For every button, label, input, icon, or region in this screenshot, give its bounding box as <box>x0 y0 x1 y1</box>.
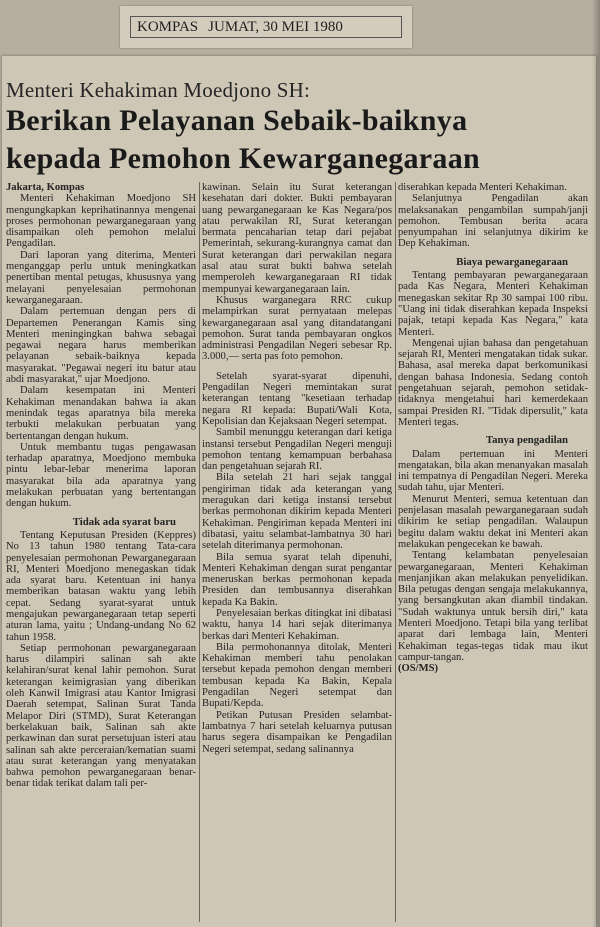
spacer <box>202 363 392 371</box>
masthead-clipping <box>120 6 412 48</box>
paragraph: Khusus warganegara RRC cukup melampirkan surat pernyataan melepas kewarganegaraan asal yang ditandatangani pemohon. Surat tanda pembayaran ongkos administrasi Pengadilan Negeri sebesar Rp. 3.000,— serta pas foto pemohon. <box>202 294 392 363</box>
paragraph: Tentang Keputusan Presiden (Keppres) No 13 tahun 1980 tentang Tata-cara penyelesaian permohonan Pewarganegaraan RI, Menteri Moedjono menegaskan tidak ada syarat baru. Ketentuan ini hanya memberikan batasan waktu yang lebih cepat. Sedang syarat-syarat untuk mengajukan pewarganegaraan tetap seperti aturan lama, yaitu ; Undang-undang No 62 tahun 1958. <box>6 529 196 643</box>
subheading: Tidak ada syarat baru <box>72 515 176 528</box>
publication-date: JUMAT, 30 MEI 1980 <box>208 18 343 35</box>
paragraph: Dalam kesempatan ini Menteri Kehakiman menandakan bahwa ia akan menindak tegas aparatnya bila mereka terbukti melakukan perbuatan yang bertentangan dengan hukum. <box>6 385 196 442</box>
paragraph: Bila setelah 21 hari sejak tanggal pengiriman tidak ada keterangan yang meragukan dari ketiga instansi tersebut berkas permohonan dikirim kepada Menteri Kehakiman. Pengiriman kepada Menteri ini dibatasi, yaitu selambat-lambatnya 30 hari setelah diterimanya permohonan. <box>202 472 392 552</box>
headline-line-1: Berikan Pelayanan Sebaik-baiknya <box>6 104 468 137</box>
paragraph: Dari laporan yang diterima, Menteri menganggap perlu untuk meningkatkan penertiban mental petugas, khususnya yang melayani penyelesaian permohonan kewarganegaraan. <box>6 249 196 306</box>
paragraph: Setelah syarat-syarat dipenuhi, Pengadilan Negeri memintakan surat keterangan tentang "kesetiaan terhadap negara RI kepada: Bupati/Wali Kota, Kepolisian dan Kejaksaan Negeri setempat. <box>202 370 392 427</box>
article-clipping <box>2 56 596 927</box>
paper-edge-shadow <box>592 0 600 927</box>
paragraph: Bila permohonannya ditolak, Menteri Kehakiman memberi tahu penolakan tersebut kepada pemohon dengan memberi tembusan kepada Ka Bakin, Kepala Pengadilan Negeri setempat dan Bupati/Kepda. <box>202 641 392 710</box>
paragraph: Setiap permohonan pewarganegaraan harus dilampiri salinan sah akte kelahiran/surat kenal lahir pemohon. Surat keterangan keimigrasian yang diberikan oleh Kanwil Imigrasi atau Kantor Imigrasi Daerah setempat, Salinan Surat Tanda Melapor Diri (STMD), Surat Keterangan berkelakuan baik, Salinan sah akte perkawinan dan surat persetujuan isteri atau salinan sah akte perceraian/kematian suami atau surat keterangan yang menyatakan bahwa pemohon pewarganegaraan benar-benar tidak terikat dalam tali per- <box>6 642 196 790</box>
paragraph: Tentang pembayaran pewarganegaraan pada Kas Negara, Menteri Kehakiman menegaskan sekitar Rp 30 sampai 100 ribu. "Uang ini tidak diserahkan kepada Inspeksi pajak, tetapi kepada Kas Negara," kata Menteri. <box>398 270 588 338</box>
article-column-1 <box>6 182 196 922</box>
dateline: Jakarta, Kompas <box>6 182 85 193</box>
paragraph: diserahkan kepada Menteri Kehakiman. <box>398 182 567 193</box>
paragraph: Menteri Kehakiman Moedjono SH mengungkapkan keprihatinannya mengenai proses permohonan pewarganegaraan yang disampaikan oleh pemohon melalui Pengadilan. <box>6 193 196 250</box>
paragraph: Dalam pertemuan dengan pers di Departemen Penerangan Kamis sing Menteri meningingkan bahwa sebagai pegawai negara harus memberikan pelayanan sebaik-baiknya kepada masyarakat. "Pegawai negeri itu batur atau abdi masyarakat," ujar Moedjono. <box>6 306 196 386</box>
column-divider <box>395 182 396 922</box>
masthead <box>130 16 402 38</box>
article-headline <box>6 102 592 178</box>
column-divider <box>199 182 200 922</box>
paragraph: Mengenai ujian bahasa dan pengetahuan sejarah RI, Menteri mengatakan tidak sukar. Bahasa, asal mereka dapat berkomunikasi dengan bahasa Indonesia. Sedang contoh pengetahuan sejarah, pemohon setidak-tidaknya mengetahui hari kemerdekaan sampai Presiden RI. "Tidak dipersulit," kata Menteri tegas. <box>398 337 588 428</box>
paragraph: Penyelesaian berkas ditingkat ini dibatasi waktu, hanya 14 hari sejak diterimanya berkas dari Menteri Kehakiman. <box>202 607 392 642</box>
paragraph: Dalam pertemuan ini Menteri mengatakan, bila akan menanyakan masalah ini tempatnya di Pengadilan Negeri. Mereka sudah tahu, ujar Menteri. <box>398 448 588 494</box>
article-column-2 <box>202 182 392 922</box>
paragraph: Bila semua syarat telah dipenuhi, Menteri Kehakiman dengan surat pengantar meneruskan berkas permohonan kepada Presiden dan tembusannya diserahkan kepada Ka Bakin. <box>202 551 392 608</box>
paragraph: Menurut Menteri, semua ketentuan dan penjelasan masalah pewarganegaraan sudah dikirim ke setiap pengadilan. Walaupun begitu dalam waktu dekat ini Menteri akan melakukan pengecekan ke bawah. <box>398 493 588 550</box>
paragraph: Selanjutnya Pengadilan akan melaksanakan pengambilan sumpah/janji pemohon. Tembusan berita acara penyumpahan ini selanjutnya dikirim ke Dep Kehakiman. <box>398 193 588 250</box>
signoff: (OS/MS) <box>398 663 439 675</box>
article-kicker: Menteri Kehakiman Moedjono SH: <box>6 78 311 102</box>
article-column-3 <box>398 182 588 922</box>
paragraph: Tentang kelambatan penyelesaian pewarganegaraan, Menteri Kehakiman menjanjikan akan melakukan penyelidikan. Bila petugas dengan sengaja melakukannya, yang bersangkutan akan diambil tindakan. "Sudah waktunya untuk bersih diri," kata Menteri Moedjono. Tetapi bila yang terlibat aparat dari lembaga lain, Menteri Kehakiman tegas-tegas tidak mau ikut campur-tangan. <box>398 550 588 663</box>
paragraph: Petikan Putusan Presiden selambat-lambatnya 7 hari setelah keluarnya putusan harus segera disampaikan ke Pengadilan Negeri setempat, sedang salinannya <box>202 709 392 755</box>
newspaper-name: KOMPAS <box>137 18 199 35</box>
subheading: Tanya pengadilan <box>485 434 568 447</box>
paragraph: Sambil menunggu keterangan dari ketiga instansi tersebut Pengadilan Negeri menguji pemohon tentang kemampuan berbahasa dan pengetahuan sejarah RI. <box>202 427 392 473</box>
paragraph: kawinan. Selain itu Surat keterangan kesehatan dari dokter. Bukti pembayaran uang pewarganegaraan ke Kas Negara/pos atau perwakilan RI, Surat keterangan bermata pencaharian tetap dari pejabat Pemerintah, sekurang-kurangnya camat dan Surat keterangan dari perwakilan negara asal atau surat bukti bahwa setelah memperoleh kewarganegaraan RI tidak mempunyai kewarganegaraan lain. <box>202 182 392 295</box>
headline-line-2: kepada Pemohon Kewarganegaraan <box>6 142 480 175</box>
subheading: Biaya pewarganegaraan <box>456 255 568 268</box>
paragraph: Untuk membantu tugas pengawasan terhadap aparatnya, Moedjono membuka pintu lebar-lebar menerima laporan masyarakat bila ada aparatnya yang melakukan perbuatan yang bertentangan dengan hukum. <box>6 441 196 510</box>
